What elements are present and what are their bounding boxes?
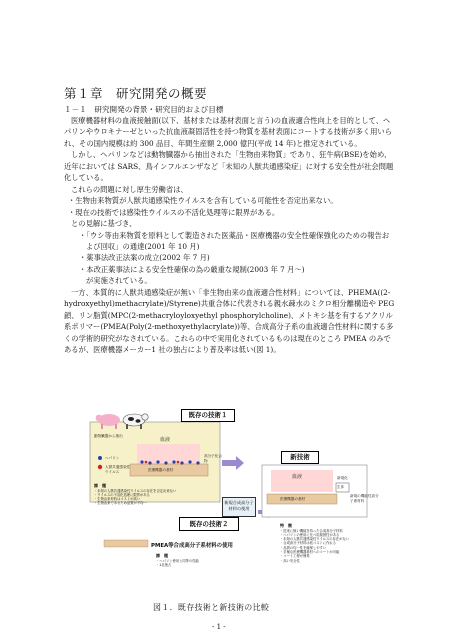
arrow-to-center — [222, 456, 244, 470]
page-number: - 1 - — [212, 623, 226, 631]
problems-2-list: ・ヘパリン使用と同等の性能 ・1社独占 — [156, 558, 199, 567]
heparin-icon — [98, 456, 102, 460]
new-polymer-box: 新規合成高分子材料の使用 — [222, 497, 256, 517]
paragraph: が実施されている。 — [86, 276, 152, 286]
polymer-label: 高分子化合物 — [204, 454, 222, 463]
problems-1-title: 課 題 — [94, 483, 106, 489]
problems-2-title: 課 題 — [156, 553, 168, 559]
paragraph: との見解に基づき、 — [71, 219, 137, 229]
pmea-label: PMEA等合成高分子系材料の使用 — [151, 543, 233, 549]
body-text — [64, 115, 396, 356]
blood-label-left: 血液 — [160, 437, 171, 443]
figure-1 — [84, 390, 384, 590]
chapter-title: 第１章 研究開発の概要 — [64, 86, 208, 101]
problems-1 — [94, 480, 214, 506]
paragraph: 一方、本質的に人獣共通感染症が無い「非生物由来の血液適合性材料」については、PHEMA((2-hydroxyethyl)methacrylate)/Styrene)共重合体に代表される親水疎水のミクロ相分離構造や PEG 鎖、リン脂質(MPC(2-methacryloyloxyethyl phosphorylcholine)、メトキシ基を有するアクリル系ポリマー(PMEA(Poly(2-methoxyethylacrylate))等、合成高分子系の血液適合性材料に関する多くの学術的研究がなされている。これらの中で実用化されているものは現在のところ PMEA のみであるが、医療機器メーカー1 社の独占により普及率は低い(図 1)。 — [64, 287, 395, 355]
new-tech-label: 新技術 — [281, 451, 319, 464]
paragraph: ・「ウシ等由来物質を原料として製造された医薬品・医療機器の安全性確保強化のための報告および回収」の通達(2001 年 10 月) — [79, 230, 390, 251]
blood-label-right: 血液 — [292, 474, 303, 480]
virus-icon — [98, 465, 102, 469]
paragraph: しかし、ヘパリンなどは動物臓器から抽出された「生物由来物質」であり、狂牛病(BSE)を始め、近年においては SARS、鳥インフルエンザなど「未知の人獣共通感染症」に対する安全性が社会問題化している。 — [64, 150, 394, 183]
paragraph: これらの問題に対し厚生労働省は、 — [71, 184, 188, 194]
features-list: ・従来に無い機能を持った合成高分子材料 ・ヘパリンの使用に比べ抗凝固性がある ・未知の人獣共通感染性ウイルスの存在がない ・合成高分子材料は低コストに作れる ・品質の均一性を確保しやすい ・多様な医療機器基材へのコートが可能 ・コート工程が簡易 ・高い安全性 — [280, 528, 350, 563]
extract-label: 動物臓器から抽出 — [94, 434, 123, 438]
paragraph: ・現在の技術では感染性ウイルスの不活化処理等に限界がある。 — [68, 207, 280, 217]
existing-tech-2-label: 既存の技術２ — [179, 517, 239, 531]
base-material-label-left: 医療機器の基材 — [148, 468, 174, 472]
virus-label: 人獣共通感染性ウイルス — [105, 465, 131, 474]
problems-1-list: ・未知の人獣共通感染性ウイルスの存在を否定出来ない ・ウイルスの不活化処理に限界がある ・生物由来材料はコストが高い ・生物由来であるため品質が不均一 — [94, 488, 177, 506]
base-material-label-right: 医療機器の基材 — [280, 497, 306, 501]
features — [280, 520, 380, 563]
new-material-note: 新規の機能性高分子系材料 — [350, 494, 379, 503]
paragraph: 医療機器材料の血液接触面(以下、基材または基材表面と言う)の血液適合性向上を目的として、ヘパリンやウロキナーゼといった抗血液凝固活性を持つ物質を基材表面にコートする技術が多く用いられ、その国内規模は約 300 品目、年間生産額 2,000 億円(平成 14 年)と推定されている。 — [64, 116, 392, 148]
heparin-label: ヘパリン — [105, 456, 120, 460]
paragraph: ・薬事法改正法案の成立(2002 年 7 月) — [79, 253, 210, 263]
features-title: 特 徴 — [280, 523, 292, 529]
bio-tag-label: 生体 — [337, 485, 345, 489]
paragraph: ・生物由来物質が人獣共通感染性ウイルスを含有している可能性を否定出来ない。 — [68, 196, 338, 206]
figure-caption: 図１．既存技術と新技術の比較 — [153, 603, 270, 612]
renew-tag-label: 新規化 — [337, 476, 348, 480]
section-title: １－１ 研究開発の背景・研究目的および目標 — [64, 105, 224, 114]
problems-2 — [156, 550, 246, 567]
paragraph: ・本改正薬事法による安全性確保の為の厳重な規制(2003 年 7 月～) — [79, 264, 305, 274]
existing-tech-1-label: 既存の技術１ — [181, 409, 235, 422]
